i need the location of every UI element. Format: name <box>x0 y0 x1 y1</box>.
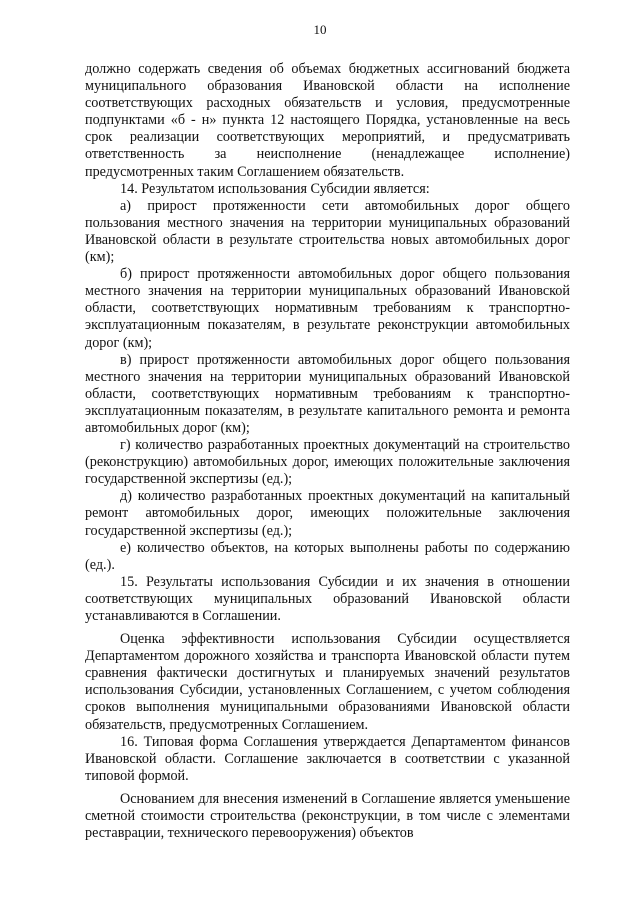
paragraph-14-b: б) прирост протяженности автомобильных дорог общего пользования местного значения на территории муниципальных образований Ивановской области, соответствующих нормативным требованиям к транспортно-эксплуатационным показателям, в результате реконструкции автомобильных дорог (км); <box>85 266 570 351</box>
paragraph-14-e: е) количество объектов, на которых выполнены работы по содержанию (ед.). <box>85 539 570 573</box>
paragraph-15-evaluation: Оценка эффективности использования Субсидии осуществляется Департаментом дорожного хозяйства и транспорта Ивановской области путем сравнения фактически достигнутых и планируемых значений результатов использования Субсидии, установленных Соглашением, с учетом соблюдения сроков выполнения муниципальными образованиями Ивановской области обязательств, предусмотренных Соглашением. <box>85 631 570 733</box>
paragraph-14-g: г) количество разработанных проектных документаций на строительство (реконструкцию) автомобильных дорог, имеющих положительные заключения государственной экспертизы (ед.); <box>85 437 570 488</box>
paragraph-14: 14. Результатом использования Субсидии является: <box>120 180 430 197</box>
paragraph-16: 16. Типовая форма Соглашения утверждается Департаментом финансов Ивановской области. Соглашение заключается в соответствии с указанной типовой формой. <box>85 733 570 784</box>
paragraph-14-v: в) прирост протяженности автомобильных дорог общего пользования местного значения на территории муниципальных образований Ивановской области, соответствующих нормативным требованиям к транспортно-эксплуатационным показателям, в результате капитального ремонта и ремонта автомобильных дорог (км); <box>85 351 570 436</box>
page-number: 10 <box>313 22 327 37</box>
document-body <box>85 61 570 842</box>
paragraph-continuation: должно содержать сведения об объемах бюджетных ассигнований бюджета муниципального образования Ивановской области на исполнение соответствующих расходных обязательств и условия, предусмотренные подпунктами «б - н» пункта 12 настоящего Порядка, установленные на весь срок реализации соответствующих мероприятий, и предусматривать ответственность за неисполнение (ненадлежащее исполнение) предусмотренных таким Соглашением обязательств. <box>85 61 570 180</box>
paragraph-16-amendments: Основанием для внесения изменений в Соглашение является уменьшение сметной стоимости строительства (реконструкции, в том числе с элементами реставрации, технического перевооружения) объектов <box>85 790 570 842</box>
paragraph-14-d: д) количество разработанных проектных документаций на капитальный ремонт автомобильных дорог, имеющих положительные заключения государственной экспертизы (ед.); <box>85 488 570 539</box>
paragraph-14-a: а) прирост протяженности сети автомобильных дорог общего пользования местного значения на территории муниципальных образований Ивановской области в результате строительства новых автомобильных дорог (км); <box>85 197 570 266</box>
paragraph-15: 15. Результаты использования Субсидии и их значения в отношении соответствующих муниципальных образований Ивановской области устанавливаются в Соглашении. <box>85 573 570 624</box>
